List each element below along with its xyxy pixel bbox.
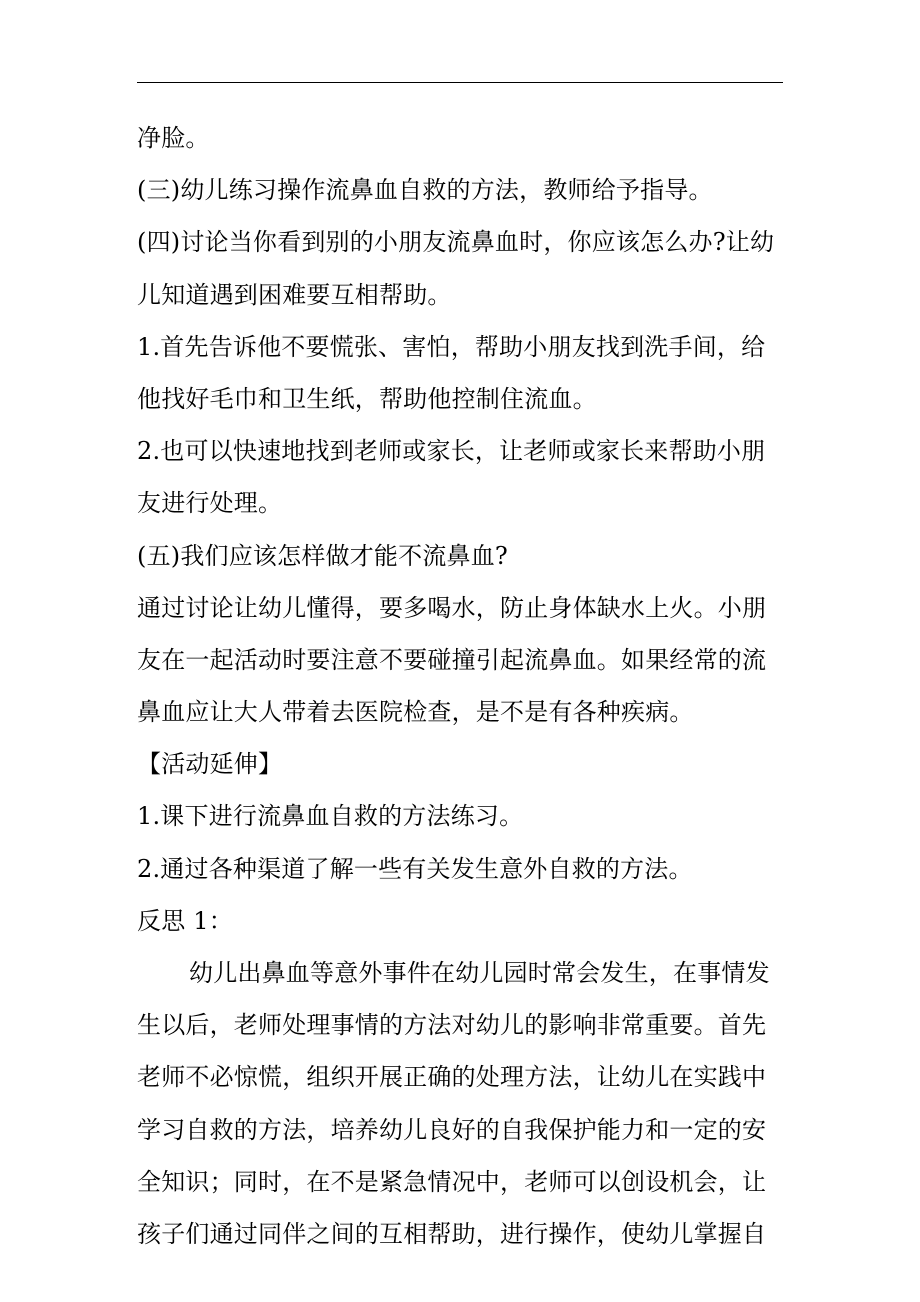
text-line: (四)讨论当你看到别的小朋友流鼻血时，你应该怎么办?让幼 <box>137 228 775 257</box>
section-heading: 【活动延伸】 <box>137 750 283 779</box>
text-line: 老师不必惊慌，组织开展正确的处理方法，让幼儿在实践中 <box>137 1063 767 1092</box>
text-line: (三)幼儿练习操作流鼻血自救的方法，教师给予指导。 <box>137 176 713 205</box>
text-line: 全知识；同时，在不是紧急情况中，老师可以创设机会，让 <box>137 1167 767 1196</box>
text-line: 通过讨论让幼儿懂得，要多喝水，防止身体缺水上火。小朋 <box>137 593 767 622</box>
text-line: 2.通过各种渠道了解一些有关发生意外自救的方法。 <box>137 854 693 883</box>
text-line: 鼻血应让大人带着去医院检查，是不是有各种疾病。 <box>137 698 694 727</box>
text-line: 生以后，老师处理事情的方法对幼儿的影响非常重要。首先 <box>137 1011 767 1040</box>
text-line: 友在一起活动时要注意不要碰撞引起流鼻血。如果经常的流 <box>137 645 767 674</box>
reflection-heading: 反思 1： <box>137 906 233 935</box>
header-rule <box>137 82 783 83</box>
text-line: 净脸。 <box>137 124 210 152</box>
text-line: 儿知道遇到困难要互相帮助。 <box>137 280 452 309</box>
text-line: 幼儿出鼻血等意外事件在幼儿园时常会发生，在事情发 <box>189 959 770 987</box>
text-line: 他找好毛巾和卫生纸，帮助他控制住流血。 <box>137 384 597 413</box>
text-line: 学习自救的方法，培养幼儿良好的自我保护能力和一定的安 <box>137 1115 767 1144</box>
text-line: 1.首先告诉他不要慌张、害怕，帮助小朋友找到洗手间，给 <box>137 332 766 361</box>
text-line: 孩子们通过同伴之间的互相帮助，进行操作，使幼儿掌握自 <box>137 1219 767 1248</box>
text-line: 1.课下进行流鼻血自救的方法练习。 <box>137 802 524 831</box>
text-line: 2.也可以快速地找到老师或家长，让老师或家长来帮助小朋 <box>137 437 766 466</box>
text-line: (五)我们应该怎样做才能不流鼻血? <box>137 541 508 570</box>
document-body <box>137 112 797 1260</box>
text-line: 友进行处理。 <box>137 489 283 518</box>
